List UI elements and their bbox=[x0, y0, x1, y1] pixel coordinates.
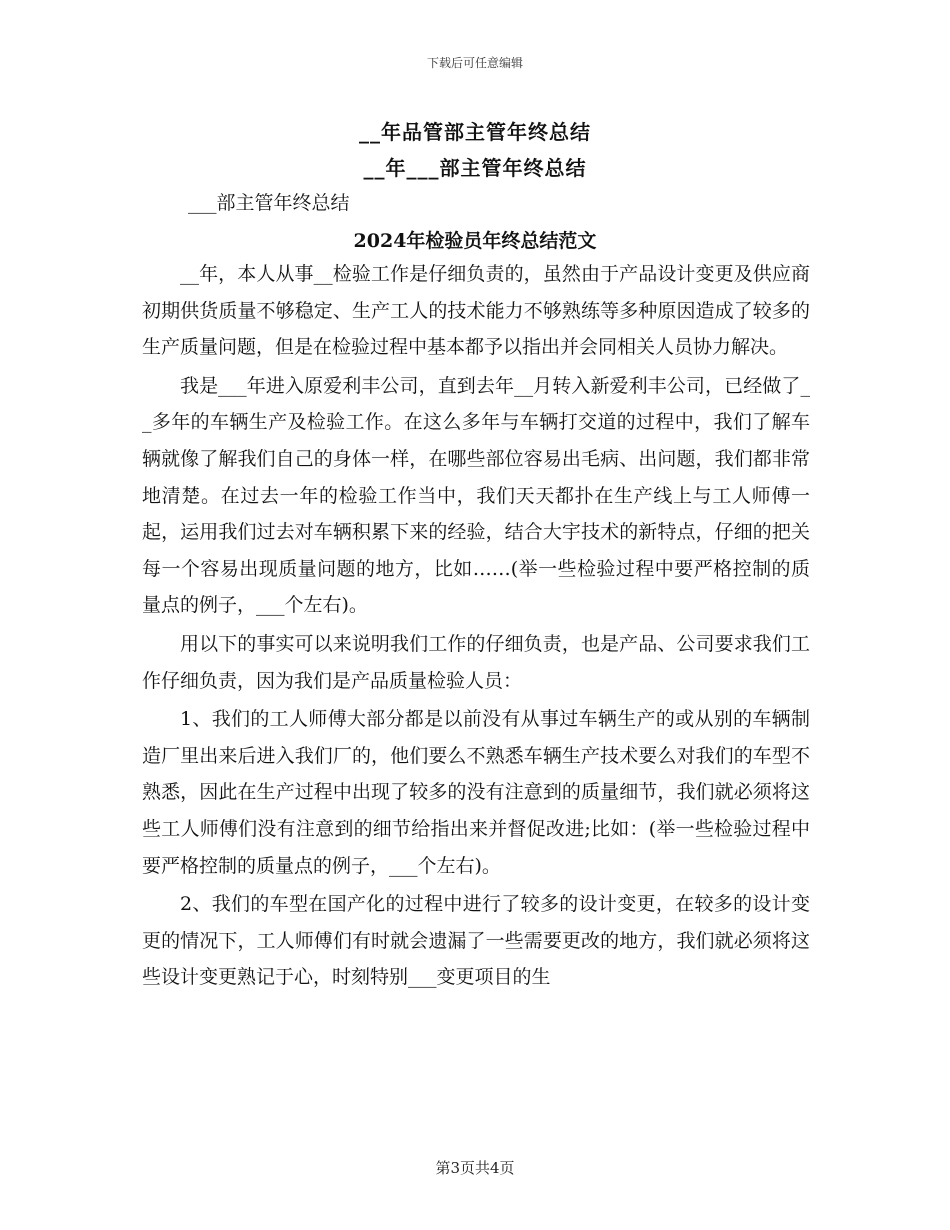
document-title: __年品管部主管年终总结 bbox=[359, 120, 591, 144]
paragraph: 1、我们的工人师傅大部分都是以前没有从事过车辆生产的或从别的车辆制造厂里出来后进入我们厂的，他们要么不熟悉车辆生产技术要么对我们的车型不熟悉，因此在生产过程中出现了较多的没有注意到的质量细节，我们就必须将这些工人师傅们没有注意到的细节给指出来并督促改进;比如：(举一些检验过程中要严格控制的质量点的例子，___个左右)。 bbox=[142, 708, 810, 877]
subheading: ___部主管年终总结 bbox=[188, 192, 350, 214]
header-note: 下载后可任意编辑 bbox=[426, 56, 523, 70]
paragraph: 2、我们的车型在国产化的过程中进行了较多的设计变更，在较多的设计变更的情况下，工人师傅们有时就会遗漏了一些需要更改的地方，我们就必须将这些设计变更熟记于心，时刻特别___变更项目的生 bbox=[142, 893, 810, 989]
document-body bbox=[142, 256, 810, 998]
document-subtitle: __年___部主管年终总结 bbox=[363, 156, 587, 180]
paragraph: __年，本人从事__检验工作是仔细负责的，虽然由于产品设计变更及供应商初期供货质量不够稳定、生产工人的技术能力不够熟练等多种原因造成了较多的生产质量问题，但是在检验过程中基本都予以指出并会同相关人员协力解决。 bbox=[142, 263, 810, 359]
section-title: 2024年检验员年终总结范文 bbox=[353, 230, 597, 252]
paragraph: 用以下的事实可以来说明我们工作的仔细负责，也是产品、公司要求我们工作仔细负责，因为我们是产品质量检验人员： bbox=[142, 632, 810, 692]
page-footer: 第3页共4页 bbox=[435, 1159, 515, 1177]
paragraph: 我是___年进入原爱利丰公司，直到去年__月转入新爱利丰公司，已经做了__多年的车辆生产及检验工作。在这么多年与车辆打交道的过程中，我们了解车辆就像了解我们自己的身体一样，在哪些部位容易出毛病、出问题，我们都非常地清楚。在过去一年的检验工作当中，我们天天都扑在生产线上与工人师傅一起，运用我们过去对车辆积累下来的经验，结合大宇技术的新特点，仔细的把关每一个容易出现质量问题的地方，比如……(举一些检验过程中要严格控制的质量点的例子，___个左右)。 bbox=[142, 374, 810, 617]
